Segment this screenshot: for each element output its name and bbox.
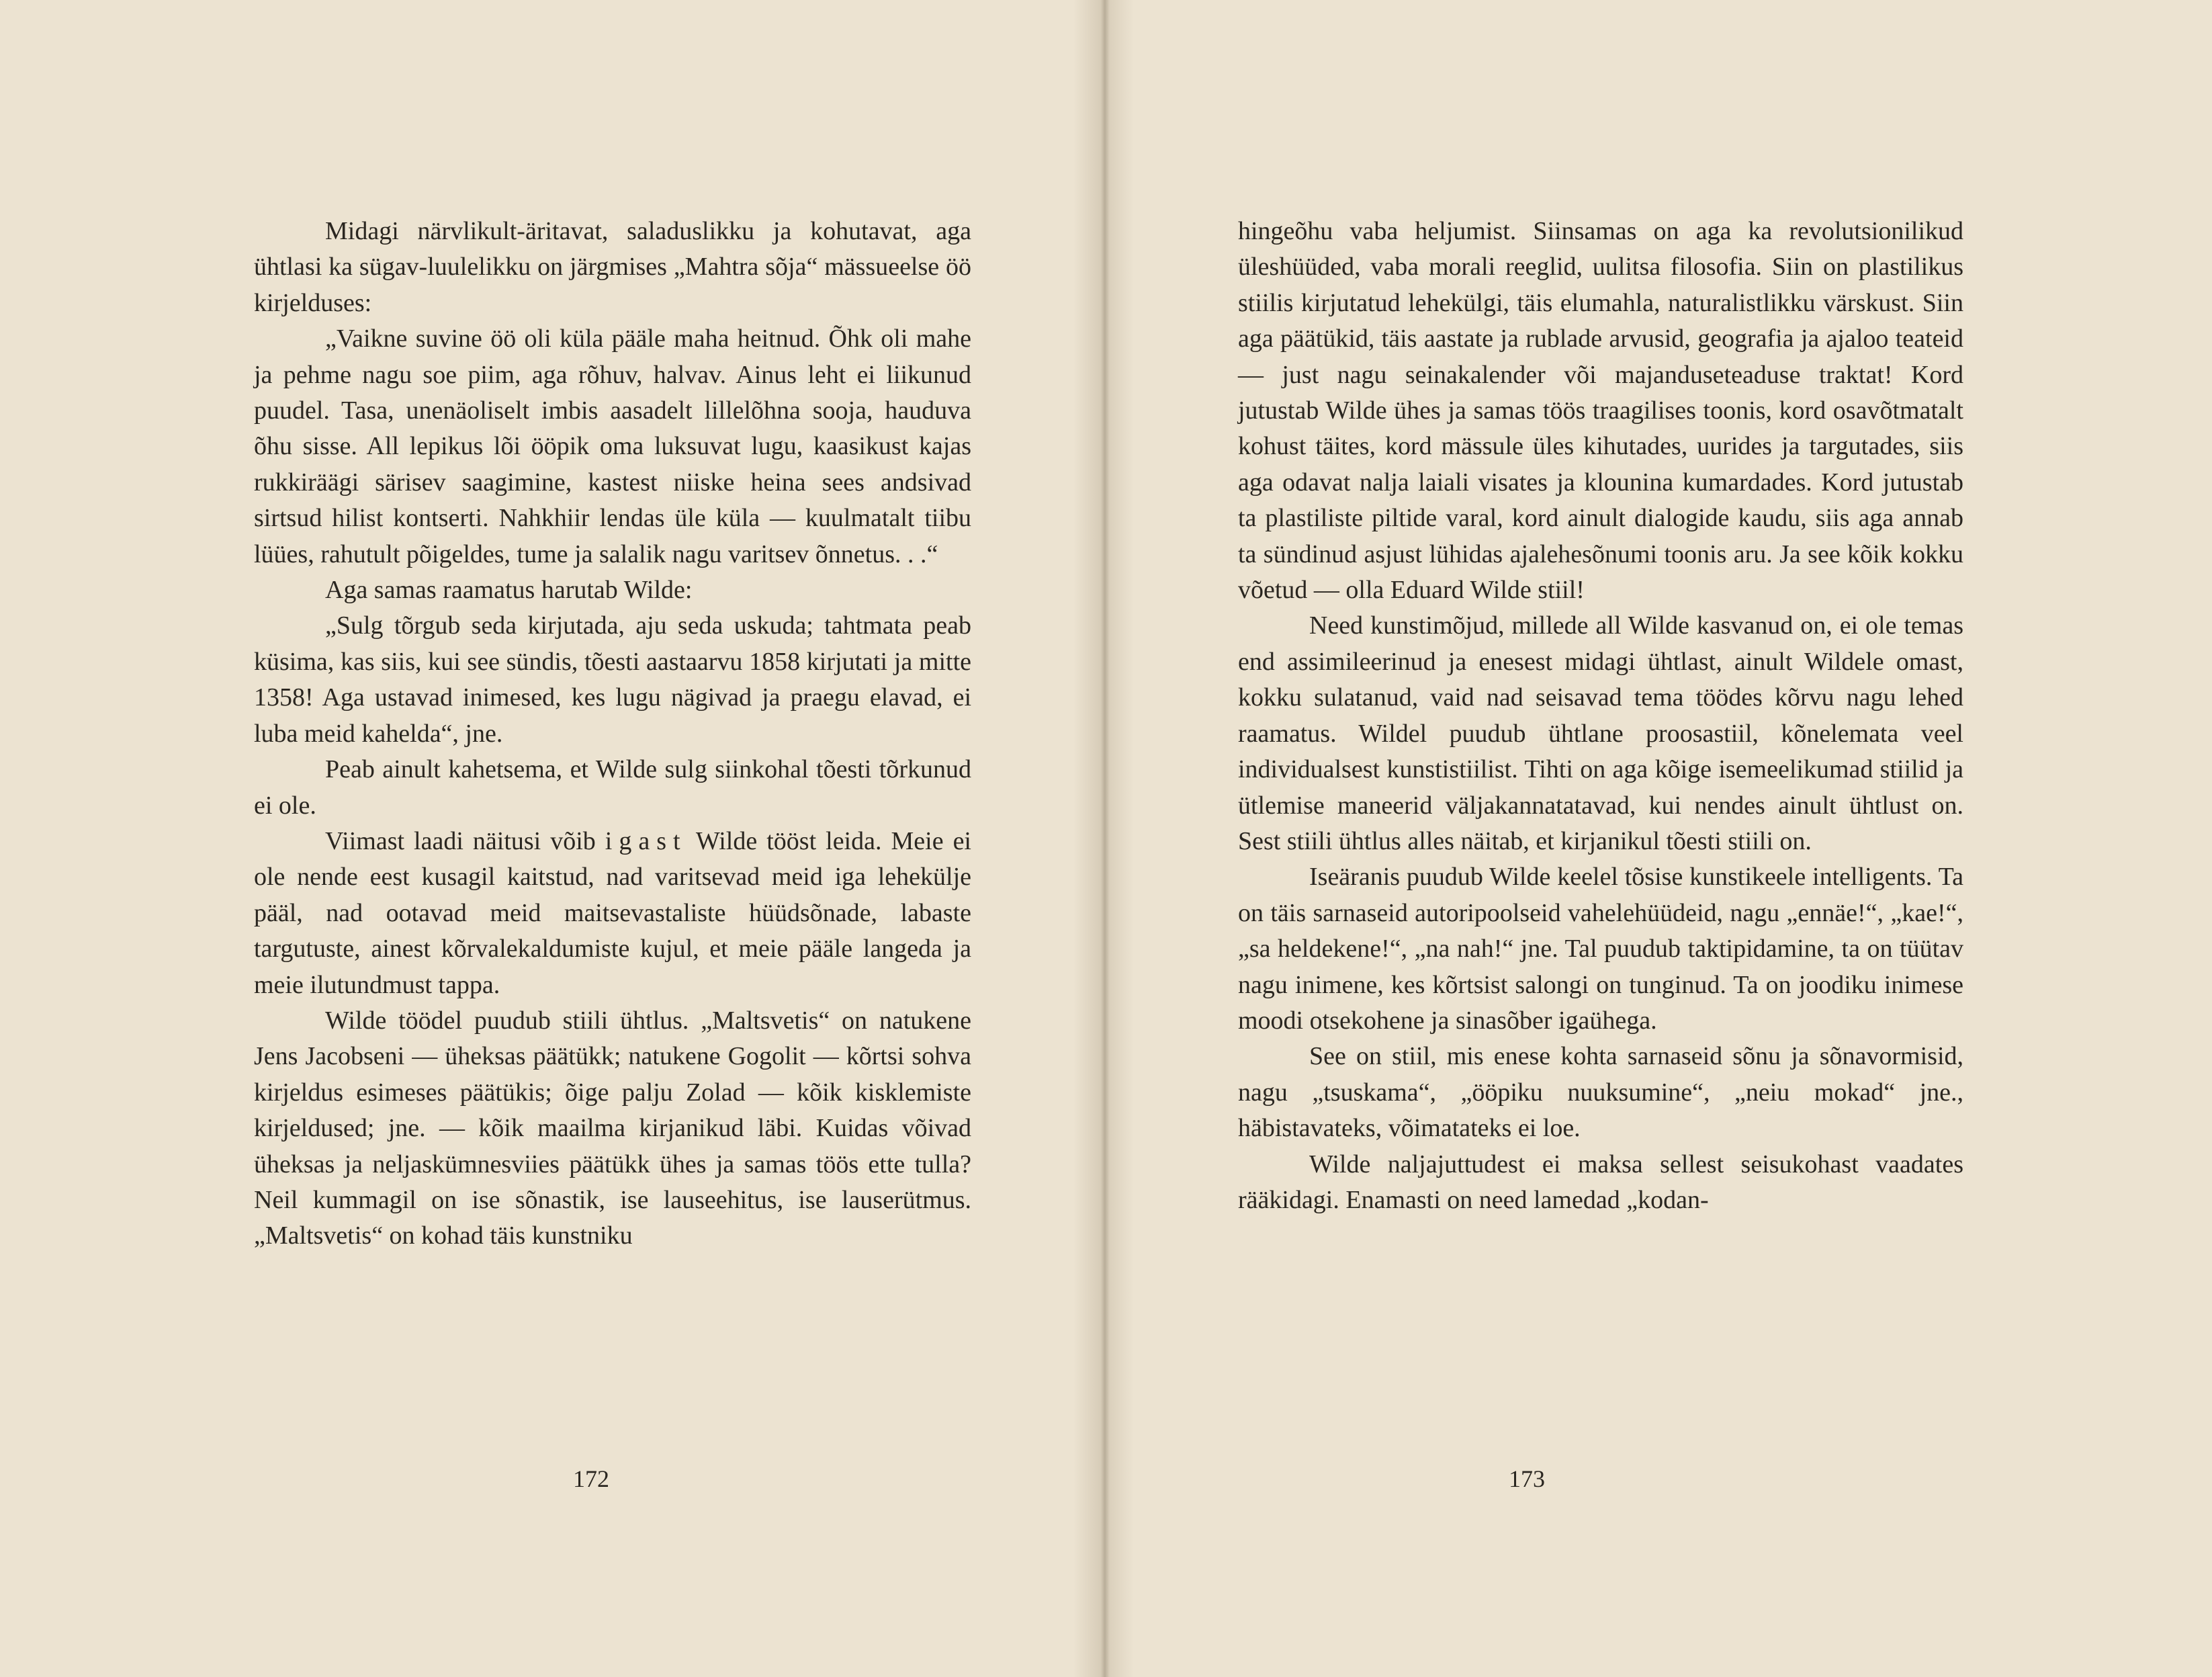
- paragraph: Need kunstimõjud, millede all Wilde kasvanud on, ei ole temas end assimileerinud ja enesest midagi ühtlast, ainult Wildele omast, kokku sulatanud, vaid nad seisavad tema töödes kõrvu nagu lehed raamatus. Wildel puudub ühtlane proosastiil, kõnelemata veel individualsest kunstistiilist. Tihti on aga kõige isemeelikumad stiilid ja ütlemise maneerid väljakannatatavad, kui nendes ainult ühtlust on. Sest stiili ühtlus alles näitab, et kirjanikul tõesti stiili on.: [1238, 611, 1963, 855]
- paragraph: Iseäranis puudub Wilde keelel tõsise kunstikeele intelligents. Ta on täis sarnaseid autoripoolseid vahelehüüdeid, nagu „ennäe!“, „kae!“, „sa heldekene!“, „na nah!“ jne. Tal puudub taktipidamine, ta on tüütav nagu inimene, kes kõrtsist salongi on tunginud. Ta on joodiku inimese moodi otsekohene ja sinasõber igaühega.: [1238, 863, 1963, 1035]
- book-gutter: [1073, 0, 1134, 1677]
- paragraph-text: Viimast laadi näitusi võib: [325, 826, 605, 855]
- page-number: 172: [573, 1465, 609, 1492]
- paragraph: Wilde töödel puudub stiili ühtlus. „Maltsvetis“ on natukene Jens Jacobseni — üheksas päätükk; natukene Gogolit — kõrtsi sohva kirjeldus esimeses päätükis; õige palju Zolad — kõik kisklemiste kirjeldused; jne. — kõik maailma kirjanikud läbi. Kuidas võivad üheksas ja neljaskümnesviies päätükk ühes ja samas töös ette tulla? Neil kummagil on ise sõnastik, ise lauseehitus, ise lauserütmus. „Maltsvetis“ on kohad täis kunstniku: [254, 1006, 971, 1250]
- paragraph: Aga samas raamatus harutab Wilde:: [325, 576, 693, 605]
- left-page-text: [254, 214, 971, 1254]
- paragraph: „Sulg tõrgub seda kirjutada, aju seda uskuda; tahtmata peab küsima, kas siis, kui see sündis, tõesti aastaarvu 1858 kirjutati ja mitte 1358! Aga ustavad inimesed, kes lugu nägivad ja praegu elavad, ei luba meid kahelda“, jne.: [254, 611, 971, 748]
- right-page-text: [1238, 214, 1963, 1218]
- page-number: 173: [1509, 1465, 1545, 1492]
- paragraph: „Vaikne suvine öö oli küla pääle maha heitnud. Õhk oli mahe ja pehme nagu soe piim, aga rõhuv, halvav. Ainus leht ei liikunud puudel. Tasa, unenäoliselt imbis aasadelt lillelõhna sooja, hauduva õhu sisse. All lepikus lõi ööpik oma luksuvat lugu, kaasikust kajas rukkiräägi särisev saagimine, kastest niiske heina sees andsivad sirtsud hilist kontserti. Nahkhiir lendas üle küla — kuulmatalt tiibu lüües, rahutult põigeldes, tume ja salalik nagu varitsev õnnetus. . .“: [254, 325, 971, 568]
- right-page: [1102, 0, 2212, 1677]
- paragraph: [254, 824, 971, 1003]
- paragraph: See on stiil, mis enese kohta sarnaseid sõnu ja sõnavormisid, nagu „tsuskama“, „ööpiku nuuksumine“, „neiu mokad“ jne., häbistavateks, võimatateks ei loe.: [1238, 1042, 1963, 1143]
- paragraph-text: Wilde tööst leida. Meie ei ole nende eest kusagil kaitstud, nad varitsevad meid iga lehekülje pääl, nad ootavad meid maitsevastaliste hüüdsõnade, labaste targutuste, ainest kõrvalekaldumiste kujul, et meie pääle langeda ja meie ilutundmust tappa.: [254, 826, 971, 999]
- paragraph: Wilde naljajuttudest ei maksa sellest seisukohast vaadates rääkidagi. Enamasti on need lamedad „kodan-: [1238, 1150, 1963, 1214]
- paragraph: Peab ainult kahetsema, et Wilde sulg siinkohal tõesti tõrkunud ei ole.: [254, 755, 971, 820]
- spaced-emphasis: igast: [605, 826, 687, 855]
- left-page: [0, 0, 1102, 1677]
- paragraph: Midagi närvlikult-äritavat, saladuslikku ja kohutavat, aga ühtlasi ka sügav-luulelikku on järgmises „Mahtra sõja“ mässueelse öö kirjelduses:: [254, 217, 971, 317]
- paragraph: hingeõhu vaba heljumist. Siinsamas on aga ka revolutsionilikud üleshüüded, vaba morali reeglid, uulitsa filosofia. Siin on plastilikus stiilis kirjutatud lehekülgi, täis elumahla, naturalistlikku värskust. Siin aga päätükid, täis aastate ja rublade arvusid, geografia ja ajaloo teateid — just nagu seinakalender või majanduseteaduse traktat! Kord jutustab Wilde ühes ja samas töös traagilises toonis, kord osavõtmatalt kohust täites, kord mässule üles kihutades, uurides ja targutades, siis aga odavat nalja laiali visates ja klounina kumardades. Kord jutustab ta plastiliste piltide varal, kord ainult dialogide kaudu, siis aga annab ta sündinud asjust lühidas ajalehesõnumi toonis aru. Ja see kõik kokku võetud — olla Eduard Wilde stiil!: [1238, 217, 1963, 605]
